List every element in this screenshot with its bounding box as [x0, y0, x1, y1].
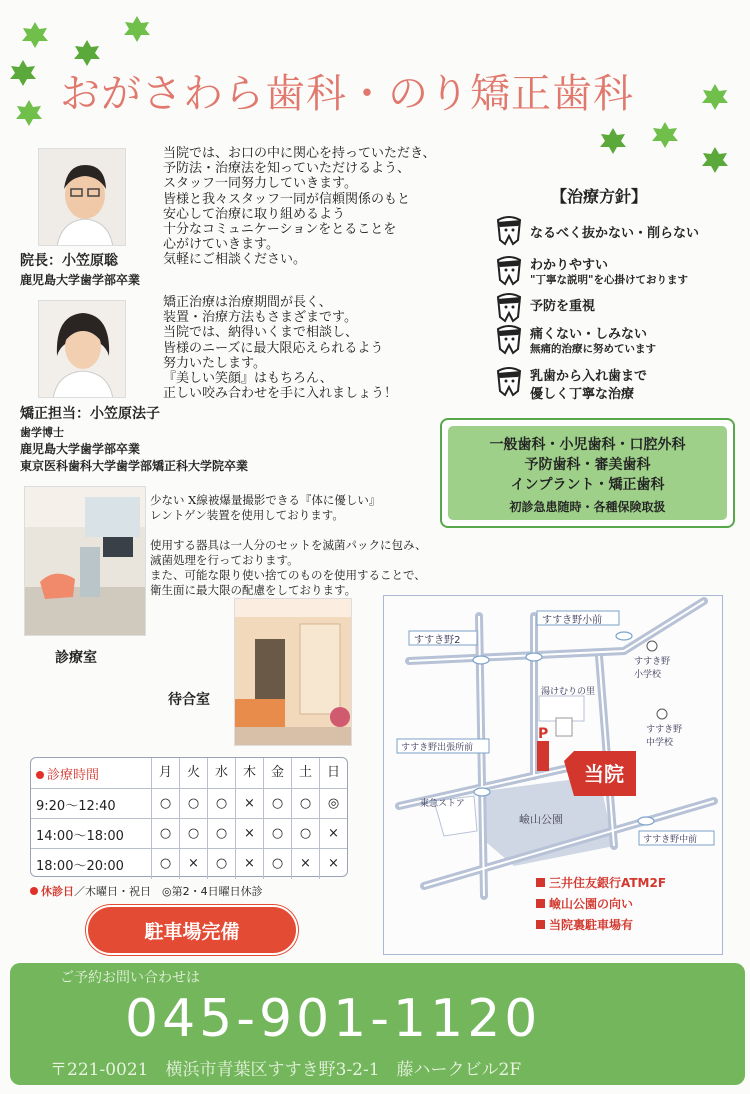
hours-time: 18:00〜20:00 [36, 859, 124, 874]
director-message: 当院では、お口の中に関心を持っていただき、 予防法・治療法を知っていただけるよう、 スタッフ一同努力していきます。 皆様と我々スタッフ一同が信頼関係のもと 安心して治療に取り組めるよう 十分なコミュニケーションをとることを 心がけていきます。 気軽にご相談ください。 [163, 146, 436, 268]
map-note [536, 895, 633, 912]
hours-mark: ○ [263, 819, 291, 849]
leaf-icon [650, 120, 680, 150]
address: 〒221-0021 横浜市青葉区すすき野3-2-1 藤ハークビル2F [50, 1060, 522, 1080]
map-note-text: 三井住友銀行ATM2F [549, 876, 667, 890]
hours-header-row [31, 758, 347, 788]
bullet-icon [30, 887, 38, 895]
hours-mark: ○ [179, 819, 207, 849]
policy-main-text: 予防を重視 [530, 299, 596, 314]
map-clinic-marker: 当院 [584, 762, 624, 786]
contact-label: ご予約お問い合わせは [60, 970, 200, 986]
map-label: 嶮山公園 [519, 813, 563, 826]
hours-mark: ○ [151, 849, 179, 879]
day-header: 土 [291, 758, 319, 788]
map-note [536, 874, 666, 891]
tooth-character-icon [494, 291, 524, 323]
equipment-text: 少ない X線被爆量撮影できる『体に優しい』 レントゲン装置を使用しております。 使用する器具は一人分のセットを滅菌パックに包み、 滅菌処理を行っております。 また、可能な限り使い捨てのものを使用することで、 衛生面に最大限の配慮をしております。 [150, 493, 427, 597]
day-header: 火 [179, 758, 207, 788]
day-header: 水 [207, 758, 235, 788]
map-label: 東急ストア [420, 799, 465, 809]
policy-sub-text: 無痛的治療に努めています [530, 343, 656, 355]
map-parking-marker: P [538, 726, 549, 742]
hours-mark: ○ [151, 819, 179, 849]
hours-table [30, 757, 348, 877]
services-line: インプラント・矯正歯科 [510, 477, 665, 493]
leaf-icon [700, 82, 730, 112]
hours-mark: ○ [263, 849, 291, 879]
map-label: すすき野 小学校 [634, 657, 671, 680]
phone-number[interactable]: 045-901-1120 [125, 989, 542, 1049]
parking-badge: 駐車場完備 [86, 905, 298, 955]
hours-mark: ○ [179, 789, 207, 819]
map-label: 湯けむりの里 [541, 687, 596, 697]
policy-sub-text: 優しく丁寧な治療 [530, 387, 635, 402]
hours-mark: ○ [151, 789, 179, 819]
policy-item [494, 254, 750, 294]
tooth-character-icon [494, 323, 524, 355]
hours-row [31, 788, 347, 818]
hours-mark: ○ [291, 789, 319, 819]
hours-mark: × [179, 849, 207, 879]
access-map [383, 595, 723, 955]
leaf-icon [14, 98, 44, 128]
hours-mark: × [235, 819, 263, 849]
leaf-icon [122, 14, 152, 44]
orthodontist-name: 矯正担当：小笠原法子 [20, 406, 160, 422]
policy-item [494, 365, 750, 405]
leaf-icon [598, 126, 628, 156]
map-note-text: 嶮山公園の向い [549, 897, 634, 911]
policy-main-text: なるべく抜かない・削らない [530, 226, 700, 241]
holiday-label: 休診日 [41, 885, 74, 898]
tooth-character-icon [494, 254, 524, 286]
policy-item [494, 214, 750, 254]
policy-main-text: 乳歯から入れ歯まで [530, 369, 648, 384]
hours-mark: × [319, 819, 347, 849]
director-school: 鹿児島大学歯学部卒業 [20, 273, 141, 287]
tooth-character-icon [494, 214, 524, 246]
policy-main-text: 痛くない・しみない [530, 327, 648, 342]
hours-mark: × [235, 849, 263, 879]
holiday-note [30, 883, 263, 899]
orthodontist-photo [38, 300, 126, 398]
services-line: 予防歯科・審美歯科 [524, 457, 651, 473]
map-note [536, 916, 633, 933]
hours-time: 14:00〜18:00 [36, 829, 124, 844]
map-note-text: 当院裏駐車場有 [549, 918, 634, 932]
director-photo [38, 148, 126, 246]
day-header: 金 [263, 758, 291, 788]
map-label: すすき野出張所前 [401, 743, 474, 753]
hours-mark: × [235, 789, 263, 819]
policy-item [494, 323, 750, 363]
hours-mark: × [319, 849, 347, 879]
tooth-character-icon [494, 365, 524, 397]
services-line: 初診急患随時・各種保険取扱 [509, 500, 666, 514]
hours-time: 9:20〜12:40 [36, 799, 116, 814]
leaf-icon [700, 145, 730, 175]
policy-heading: 【治療方針】 [551, 187, 648, 206]
hours-label: 診療時間 [47, 768, 100, 783]
day-header: 木 [235, 758, 263, 788]
leaf-icon [20, 20, 50, 50]
hours-mark: ○ [207, 819, 235, 849]
waiting-room-photo [234, 598, 352, 746]
orthodontist-school2: 東京医科歯科大学歯学部矯正科大学院卒業 [20, 459, 249, 473]
day-header: 月 [151, 758, 179, 788]
waiting-room-caption: 待合室 [168, 692, 210, 708]
hours-mark: ○ [207, 849, 235, 879]
contact-band [10, 963, 745, 1085]
policy-sub-text: "丁寧な説明"を心掛けております [530, 274, 688, 286]
hours-mark: ○ [263, 789, 291, 819]
orthodontist-message: 矯正治療は治療期間が長く、 装置・治療方法もさまざまです。 当院では、納得いくまで相談し、 皆様のニーズに最大限応えられるよう 努力いたします。 『美しい笑顔』はもちろん、 正しい咬み合わせを手に入れましょう！ [163, 295, 398, 402]
hours-mark: ○ [291, 819, 319, 849]
treatment-room-photo [24, 486, 146, 636]
day-header: 日 [319, 758, 347, 788]
clinic-title: おがさわら歯科・のり矯正歯科 [60, 71, 634, 117]
services-box [440, 418, 735, 528]
map-label: すすき野 中学校 [646, 725, 683, 748]
leaf-icon [8, 58, 38, 88]
map-label: すすき野2 [414, 635, 461, 646]
director-name: 院長：小笠原聡 [20, 253, 118, 269]
orthodontist-degree: 歯学博士 [20, 426, 64, 439]
hours-mark: ○ [207, 789, 235, 819]
bullet-icon [36, 771, 44, 779]
hours-mark: ◎ [319, 789, 347, 819]
policy-main-text: わかりやすい [530, 258, 609, 273]
hours-mark: × [291, 849, 319, 879]
square-bullet-icon [536, 899, 545, 908]
square-bullet-icon [536, 920, 545, 929]
treatment-room-caption: 診療室 [55, 650, 97, 666]
map-label: すすき野中前 [643, 835, 698, 845]
hours-row [31, 848, 347, 878]
orthodontist-school1: 鹿児島大学歯学部卒業 [20, 442, 141, 456]
square-bullet-icon [536, 878, 545, 887]
services-line: 一般歯科・小児歯科・口腔外科 [489, 437, 686, 453]
hours-row [31, 818, 347, 848]
map-label: すすき野小前 [542, 615, 603, 626]
holiday-text: ／木曜日・祝日 ◎第2・4日曜日休診 [74, 885, 263, 898]
